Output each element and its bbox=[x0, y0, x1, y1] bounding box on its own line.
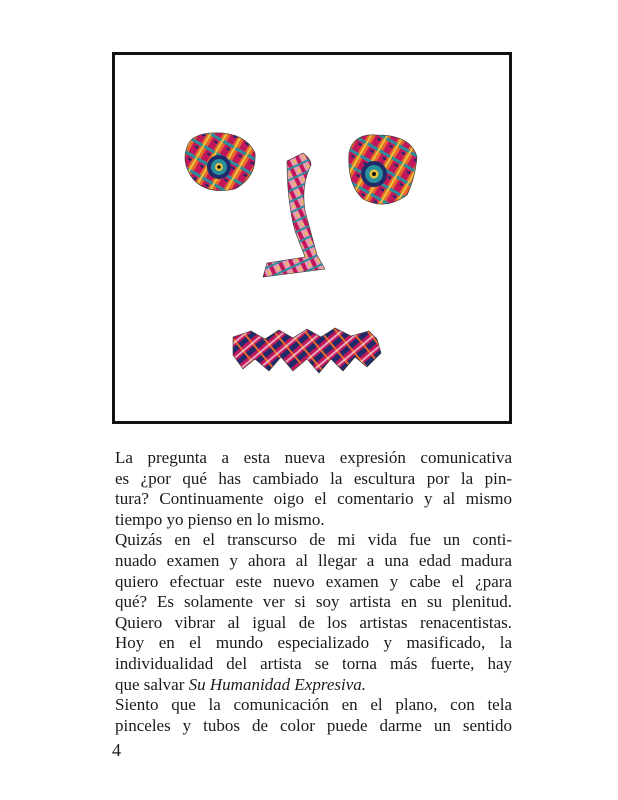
body-line-with-emphasis bbox=[115, 675, 512, 696]
body-line: La pregunta a esta nueva expresión comunicativa bbox=[115, 448, 512, 467]
emphasis-text: Su Humanidad Expresiva. bbox=[188, 674, 367, 694]
mouth-collage bbox=[233, 328, 381, 373]
artwork-frame bbox=[112, 52, 512, 424]
page-number: 4 bbox=[112, 740, 121, 760]
body-line: Siento que la comunicación en el plano, con tela bbox=[115, 695, 512, 715]
left-eye-collage bbox=[185, 133, 255, 191]
body-line: individualidad del artista se torna más fuerte, hay bbox=[115, 653, 512, 673]
body-line: nuado examen y ahora al llegar a una edad madura bbox=[115, 550, 512, 570]
body-line: quiero efectuar este nuevo examen y cabe el ¿para bbox=[115, 571, 512, 591]
collage-face-illustration bbox=[115, 55, 509, 421]
body-line: tiempo yo pienso en lo mismo. bbox=[115, 509, 325, 529]
body-text bbox=[115, 448, 512, 736]
body-line: tura? Continuamente oigo el comentario y al mismo bbox=[115, 489, 512, 509]
body-line: Quiero vibrar al igual de los artistas renacentistas. bbox=[115, 612, 512, 632]
nose-collage bbox=[263, 153, 325, 277]
body-line: qué? Es solamente ver si soy artista en su plenitud. bbox=[115, 592, 512, 612]
body-line-start: que salvar bbox=[115, 674, 189, 694]
body-line: Quizás en el transcurso de mi vida fue un conti- bbox=[115, 530, 512, 550]
right-eye-collage bbox=[349, 135, 417, 204]
body-line: es ¿por qué has cambiado la escultura por la pin- bbox=[115, 468, 512, 488]
body-line: Hoy en el mundo especializado y masificado, la bbox=[115, 633, 512, 653]
body-line: pinceles y tubos de color puede darme un sentido bbox=[115, 715, 512, 735]
